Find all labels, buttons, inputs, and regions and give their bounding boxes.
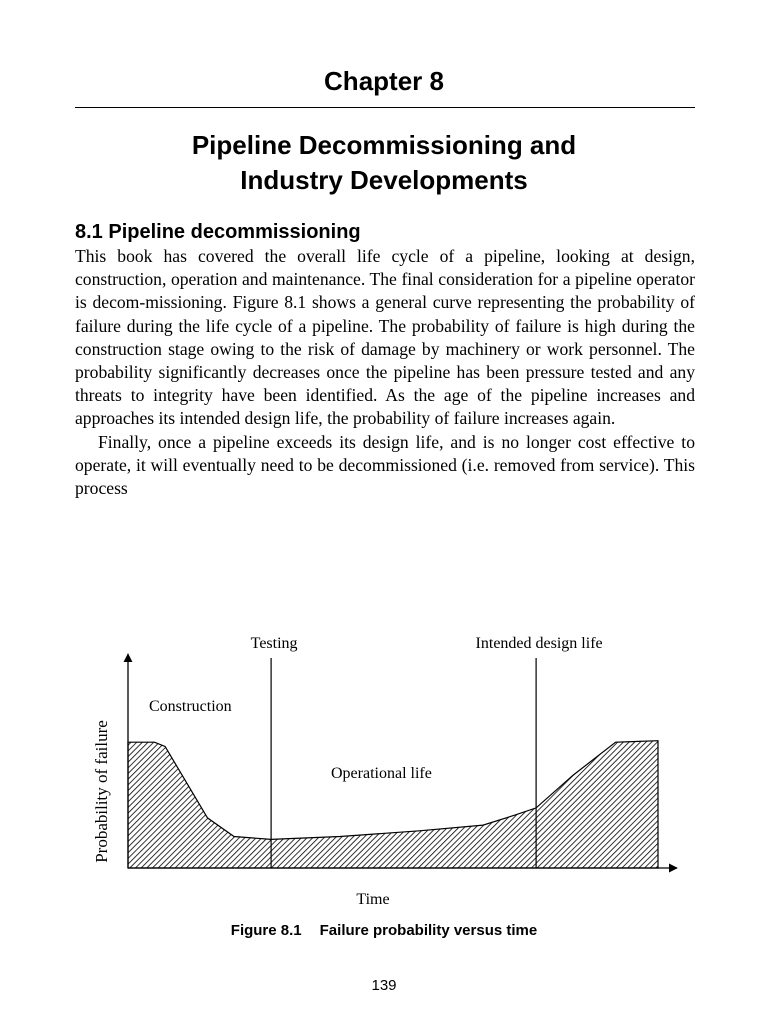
probability-area (128, 741, 658, 868)
figure-caption-number: Figure 8.1 (230, 922, 302, 939)
chapter-label: Chapter 8 (324, 66, 444, 96)
section-heading: 8.1 Pipeline decommissioning (75, 221, 361, 243)
body-text (75, 245, 695, 500)
chapter-title (0, 128, 768, 198)
chart-svg (75, 628, 695, 908)
design-life-label: Intended design life (475, 635, 603, 652)
y-axis-label: Probability of failure (92, 720, 111, 863)
chapter-rule (75, 107, 695, 108)
paragraph-1: This book has covered the overall life cycle of a pipeline, looking at design, construction, operation and maintenance. The final consideration for a pipeline operator is decom-missioning. Figure 8.1 shows a general curve representing the probability of failure during the life cycle of a pipeline. The probability of failure is high during the construction stage owing to the risk of damage by machinery or work personnel. The probability significantly decreases once the pipeline has been pressure tested and any threats to integrity have been identified. As the age of the pipeline increases and approaches its intended design life, the probability of failure increases again. (75, 246, 695, 429)
x-axis-label: Time (356, 891, 390, 908)
operational-life-label: Operational life (331, 765, 432, 782)
chapter-title-line-1: Pipeline Decommissioning and (191, 130, 577, 160)
paragraph-2: Finally, once a pipeline exceeds its design life, and is no longer cost effective to operate, it will eventually need to be decommissioned (i.e. removed from service). This process (75, 431, 695, 499)
page-number: 139 (371, 977, 397, 994)
chapter-title-line-2: Industry Developments (240, 165, 528, 195)
construction-label: Construction (149, 698, 232, 715)
testing-label: Testing (250, 635, 298, 652)
failure-probability-chart (75, 628, 695, 908)
figure-caption (0, 922, 768, 939)
figure-caption-text: Failure probability versus time (319, 922, 538, 939)
